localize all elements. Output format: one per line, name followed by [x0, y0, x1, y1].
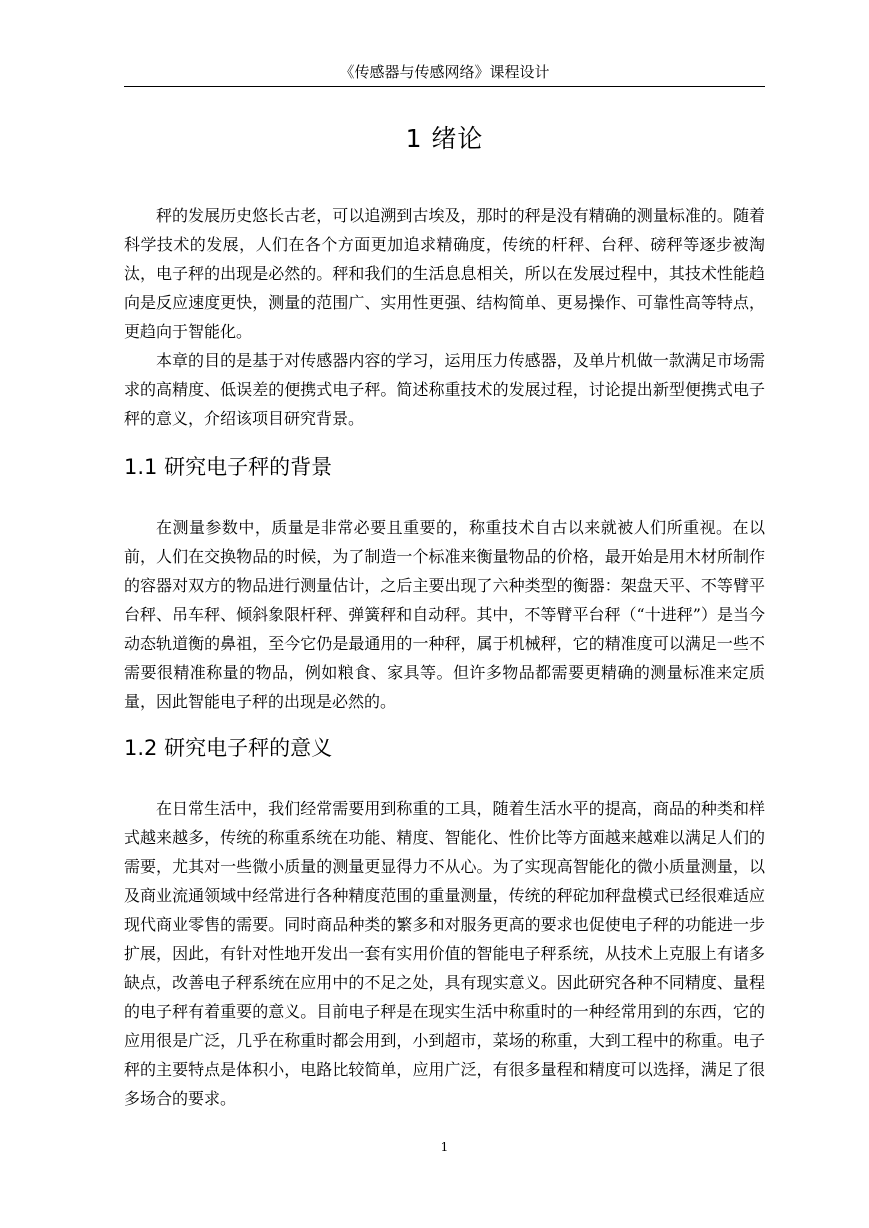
chapter-title: 1 绪论 [405, 124, 484, 153]
page-number: 1 [440, 1140, 449, 1154]
section-paragraph-background: 在测量参数中，质量是非常必要且重要的，称重技术自古以来就被人们所重视。在以前，人们在交换物品的时候，为了制造一个标准来衡量物品的价格，最开始是用木材所制作的容器对双方的物品进行测量估计，之后主要出现了六种类型的衡器：架盘天平、不等臂平台秤、吊车秤、倾斜象限杆秤、弹簧秤和自动秤。其中，不等臂平台秤（“十进秤”）是当今动态轨道衡的鼻祖，至今它仍是最通用的一种秤，属于机械秤，它的精准度可以满足一些不需要很精准称量的物品，例如粮食、家具等。但许多物品都需要更精确的测量标准来定质量，因此智能电子秤的出现是必然的。 [124, 518, 765, 711]
running-header: 《传感器与传感网络》课程设计 [124, 62, 765, 87]
section-title-background: 1.1 研究电子秤的背景 [124, 455, 333, 479]
intro-paragraph-2: 本章的目的是基于对传感器内容的学习，运用压力传感器，及单片机做一款满足市场需求的高精度、低误差的便携式电子秤。简述称重技术的发展过程，讨论提出新型便携式电子秤的意义，介绍该项目研究背景。 [124, 351, 765, 428]
intro-paragraph-1: 秤的发展历史悠长古老，可以追溯到古埃及，那时的秤是没有精确的测量标准的。随着科学技术的发展，人们在各个方面更加追求精确度，传统的杆秤、台秤、磅秤等逐步被淘汰，电子秤的出现是必然的。秤和我们的生活息息相关，所以在发展过程中，其技术性能趋向是反应速度更快，测量的范围广、实用性更强、结构简单、更易操作、可靠性高等特点，更趋向于智能化。 [124, 206, 765, 341]
section-paragraph-significance: 在日常生活中，我们经常需要用到称重的工具，随着生活水平的提高，商品的种类和样式越来越多，传统的称重系统在功能、精度、智能化、性价比等方面越来越难以满足人们的需要，尤其对一些微小质量的测量更显得力不从心。为了实现高智能化的微小质量测量，以及商业流通领域中经常进行各种精度范围的重量测量，传统的秤砣加秤盘模式已经很难适应现代商业零售的需要。同时商品种类的繁多和对服务更高的要求也促使电子秤的功能进一步扩展，因此，有针对性地开发出一套有实用价值的智能电子秤系统，从技术上克服上有诸多缺点，改善电子秤系统在应用中的不足之处，具有现实意义。因此研究各种不同精度、量程的电子秤有着重要的意义。目前电子秤是在现实生活中称重时的一种经常用到的东西，它的应用很是广泛，几乎在称重时都会用到，小到超市，菜场的称重，大到工程中的称重。电子秤的主要特点是体积小，电路比较简单，应用广泛，有很多量程和精度可以选择，满足了很多场合的要求。 [124, 799, 765, 1108]
section-title-significance: 1.2 研究电子秤的意义 [124, 736, 333, 760]
